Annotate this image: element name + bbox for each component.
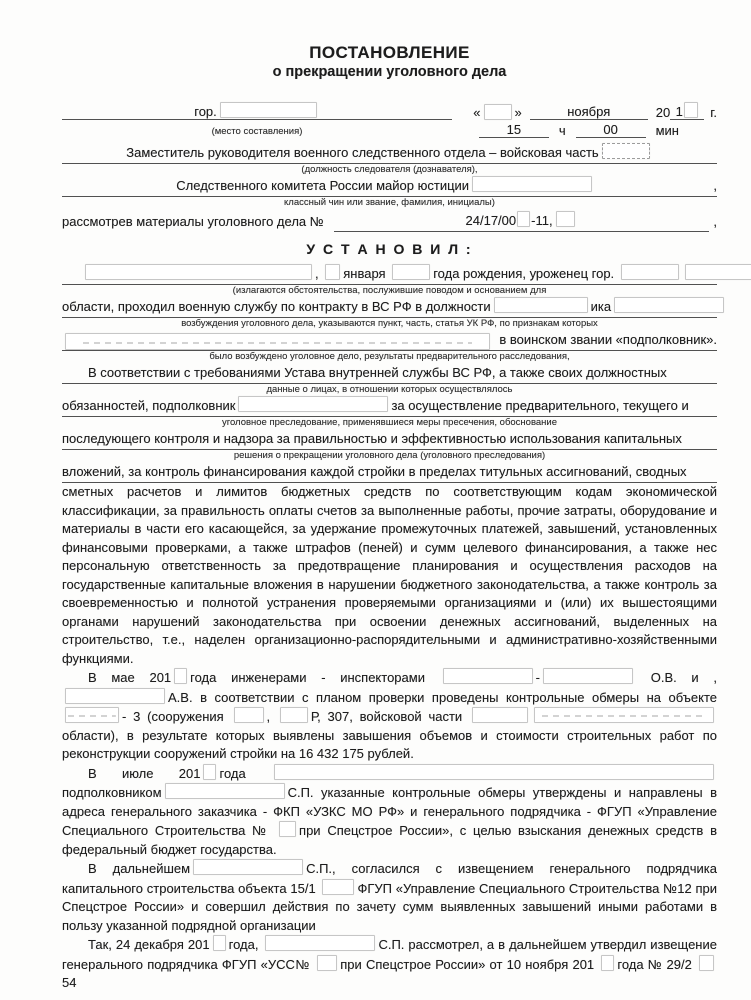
form-caption-1: (излагаются обстоятельства, послужившие поводом и основанием для: [232, 285, 547, 296]
redaction-box: [556, 211, 575, 227]
year-prefix: 20: [655, 105, 671, 120]
redaction-box: [614, 297, 724, 313]
body-p4-a: В дальнейшем: [88, 861, 191, 876]
redaction-box: [317, 955, 337, 971]
redaction-box: [174, 668, 187, 684]
body-p2-d: А.В. в соответствии с планом проверки проведены контрольные обмеры на объекте: [168, 689, 717, 705]
body-p2-c: О.В. и ,: [650, 670, 717, 685]
body-p5-c: С.П. рассмотрел, а в дальнейшем утвердил извещение генерального подрядчика ФГУП «УСС№: [62, 937, 717, 972]
form-line-4: [62, 363, 717, 384]
officer-position-line: [62, 143, 717, 164]
redaction-box: [684, 102, 698, 118]
time-field: [452, 122, 717, 138]
redaction-box: [165, 783, 285, 799]
body-p2-f: ,: [266, 709, 271, 724]
form-caption-3: было возбуждено уголовное дело, результаты предварительного расследования,: [209, 351, 570, 362]
redaction-box: [602, 143, 650, 159]
body-p5-b: года,: [228, 937, 259, 952]
case-comma: ,: [713, 214, 717, 229]
officer-rank-center: [62, 176, 709, 196]
body-p2: [62, 668, 717, 764]
body-p1-first-line: [62, 462, 717, 483]
body-p5-d: при Спецстрое России» от 10 ноября 201: [340, 956, 595, 972]
redaction-box: [193, 859, 303, 875]
form-line-2: [62, 297, 717, 318]
redaction-box: [85, 264, 312, 280]
date-field: [452, 102, 717, 120]
form-line4-text: В соответствии с требованиями Устава внутренней службы ВС РФ, а также своих должностных: [88, 365, 667, 380]
place-caption: (место составления): [211, 126, 303, 137]
redaction-box: [65, 688, 165, 704]
doc-subtitle: о прекращении уголовного дела: [272, 64, 507, 80]
redaction-box: [601, 955, 614, 971]
redaction-box: [685, 264, 751, 280]
case-number-a: 24/17/00: [465, 213, 517, 228]
form-line2-text: области, проходил военную службу по контракту в ВС РФ в должности: [62, 299, 491, 314]
doc-title: ПОСТАНОВЛЕНИЕ: [309, 43, 470, 62]
body-p5: [62, 935, 717, 993]
day-quote-open: «: [473, 105, 481, 120]
form-line3-text: в воинском звании «подполковник».: [499, 332, 717, 347]
body-p3-b: года: [219, 765, 246, 781]
officer-position-caption: (должность следователя (дознавателя),: [301, 164, 478, 175]
hours-label: ч: [558, 123, 566, 138]
redaction-box: [443, 668, 533, 684]
minutes-value: 00: [576, 122, 646, 138]
officer-rank-line: [62, 176, 717, 197]
body-p1-rest: сметных расчетов и лимитов бюджетных средств по соответствующим кодам экономической классификации, за правильность оплаты счетов за выполненные работы, прочие затраты, оборудование и материалы в части его касающейся, за удержание промежуточных платежей, завышений, установленных финансовыми проверками, а также штрафов (пеней) и сумм целевого финансирования, а также нес персональную ответственность за предотвращение планирования и осуществления расходов на государственные капитальные вложения в нарушении бюджетного законодательства, а также контроль за своевременностью и полнотой устранения проверяемыми организациями и (или) их вышестоящими органами нарушений законодательства при освоении денежных ассигнований, выделенных на строительство, т.е., наделен организационно-распорядительными и административно-хозяйственными функциями.: [62, 484, 717, 666]
case-number-field: [334, 211, 710, 232]
redaction-box: [517, 211, 530, 227]
body-p5-a: Так, 24 декабря 201: [88, 937, 210, 952]
officer-rank-caption: классный чин или звание, фамилия, инициалы): [284, 197, 495, 208]
body-p5-e: года № 29/2: [617, 956, 692, 972]
hours-value: 15: [479, 122, 549, 138]
redaction-box: [65, 707, 119, 723]
redaction-box: [484, 104, 512, 120]
form-line-5: [62, 396, 717, 417]
redaction-box: [279, 821, 296, 837]
form-line2-mid: ика: [590, 299, 612, 314]
redaction-box: [699, 955, 714, 971]
body-p1: [62, 483, 717, 668]
body-p2-a: В мае 201: [88, 670, 172, 685]
body-p2-dash: -: [535, 670, 541, 685]
year-field: [670, 102, 704, 120]
form-caption-5: уголовное преследование, применявшиеся меры пресечения, обоснование: [221, 417, 558, 428]
header-row-time: [62, 122, 717, 138]
body-p5-f: 54: [62, 975, 77, 990]
redaction-box: [65, 333, 490, 350]
day-quote-close: »: [514, 105, 522, 120]
minutes-label: мин: [655, 123, 679, 138]
form-line-3: [62, 330, 717, 351]
form-line5-a: обязанностей, подполковник: [62, 398, 236, 413]
resolution-heading: У С Т А Н О В И Л :: [306, 241, 473, 257]
form-line-6: [62, 429, 717, 450]
case-label: рассмотрев материалы уголовного дела №: [62, 214, 324, 229]
redaction-box: [234, 707, 264, 723]
redaction-box: [325, 264, 340, 280]
body-p2-b: года инженерами - инспекторами: [190, 670, 425, 685]
redaction-box: [265, 935, 375, 951]
form-line-1: [62, 264, 717, 285]
body-p1-line1-text: вложений, за контроль финансирования каждой стройки в пределах титульных ассигнований, сводных: [62, 464, 687, 479]
body-p4-b: С.П., согласился с извещением генерального подрядчика капитального строительства объекта 15/1: [62, 861, 717, 896]
form-caption-2: возбуждения уголовного дела, указываются пункт, часть, статья УК РФ, по признакам которых: [181, 318, 598, 329]
redaction-box: [392, 264, 430, 280]
redaction-box: [621, 264, 679, 280]
body-p3-c: подполковником: [62, 785, 162, 800]
body-p3-d: С.П. указанные контрольные обмеры утверждены и направлены в адреса генерального заказчика - ФКП «УЗКС МО РФ» и генерального подрядчика - ФГУП «Управление Специального Строительства №: [62, 785, 717, 838]
redaction-box: [472, 707, 528, 723]
case-number-b: -11,: [531, 213, 553, 228]
redaction-box: [220, 102, 317, 118]
officer-rank-comma: ,: [713, 178, 717, 193]
officer-position-text: Заместитель руководителя военного следственного отдела – войсковая часть: [126, 145, 599, 160]
year-digit: 1: [675, 104, 683, 119]
body-p2-e: - 3 (сооружения: [122, 709, 224, 724]
body-p2-g: Р, 307, войсковой части: [310, 709, 463, 724]
place-field: [62, 102, 452, 120]
form-line1-comma: ,: [315, 266, 319, 281]
body-p3: [62, 764, 717, 860]
form-line6-text: последующего контроля и надзора за правильностью и эффективностью использования капитальных: [62, 431, 682, 446]
redaction-box: [203, 764, 216, 780]
year-suffix: г.: [710, 105, 717, 120]
redaction-box: [238, 396, 388, 412]
form-line1-month: января: [343, 266, 386, 281]
body-p3-e: при Спецстрое России», с целью взыскания денежных средств в федеральный бюджет государства.: [62, 823, 717, 857]
redaction-box: [274, 764, 714, 780]
form-caption-4: данные о лицах, в отношении которых осуществлялось: [266, 384, 513, 395]
body-p4: [62, 859, 717, 935]
city-prefix: гор.: [194, 104, 217, 119]
redaction-box: [543, 668, 633, 684]
redaction-box: [472, 176, 592, 192]
redaction-box: [494, 297, 588, 313]
redaction-box: [322, 879, 354, 895]
redaction-box: [534, 707, 714, 723]
body-p4-c: ФГУП «Управление Специального Строительства №12 при Спецстрое России» и совершил действия по зачету сумм выявленных завышений иными работами в пользу указанной подрядной организации: [62, 880, 717, 933]
body-p2-h: области), в результате которых выявлены завышения объемов и стоимости строительных работ по реконструкции сооружений стройки на 16 432 175 рублей.: [62, 727, 717, 761]
header-row-date: [62, 102, 717, 120]
case-line: [62, 211, 717, 232]
form-caption-6: решения о прекращении уголовного дела (уголовного преследования): [233, 450, 546, 461]
month-field: ноября: [530, 104, 648, 120]
body-p3-a: В июле 201: [88, 765, 201, 781]
redaction-box: [213, 935, 226, 951]
redaction-box: [280, 707, 308, 723]
form-line1-tail: года рождения, уроженец гор.: [433, 266, 615, 281]
officer-rank-text: Следственного комитета России майор юстиции: [176, 178, 470, 193]
form-line5-b: за осуществление предварительного, текущего и: [391, 398, 689, 413]
